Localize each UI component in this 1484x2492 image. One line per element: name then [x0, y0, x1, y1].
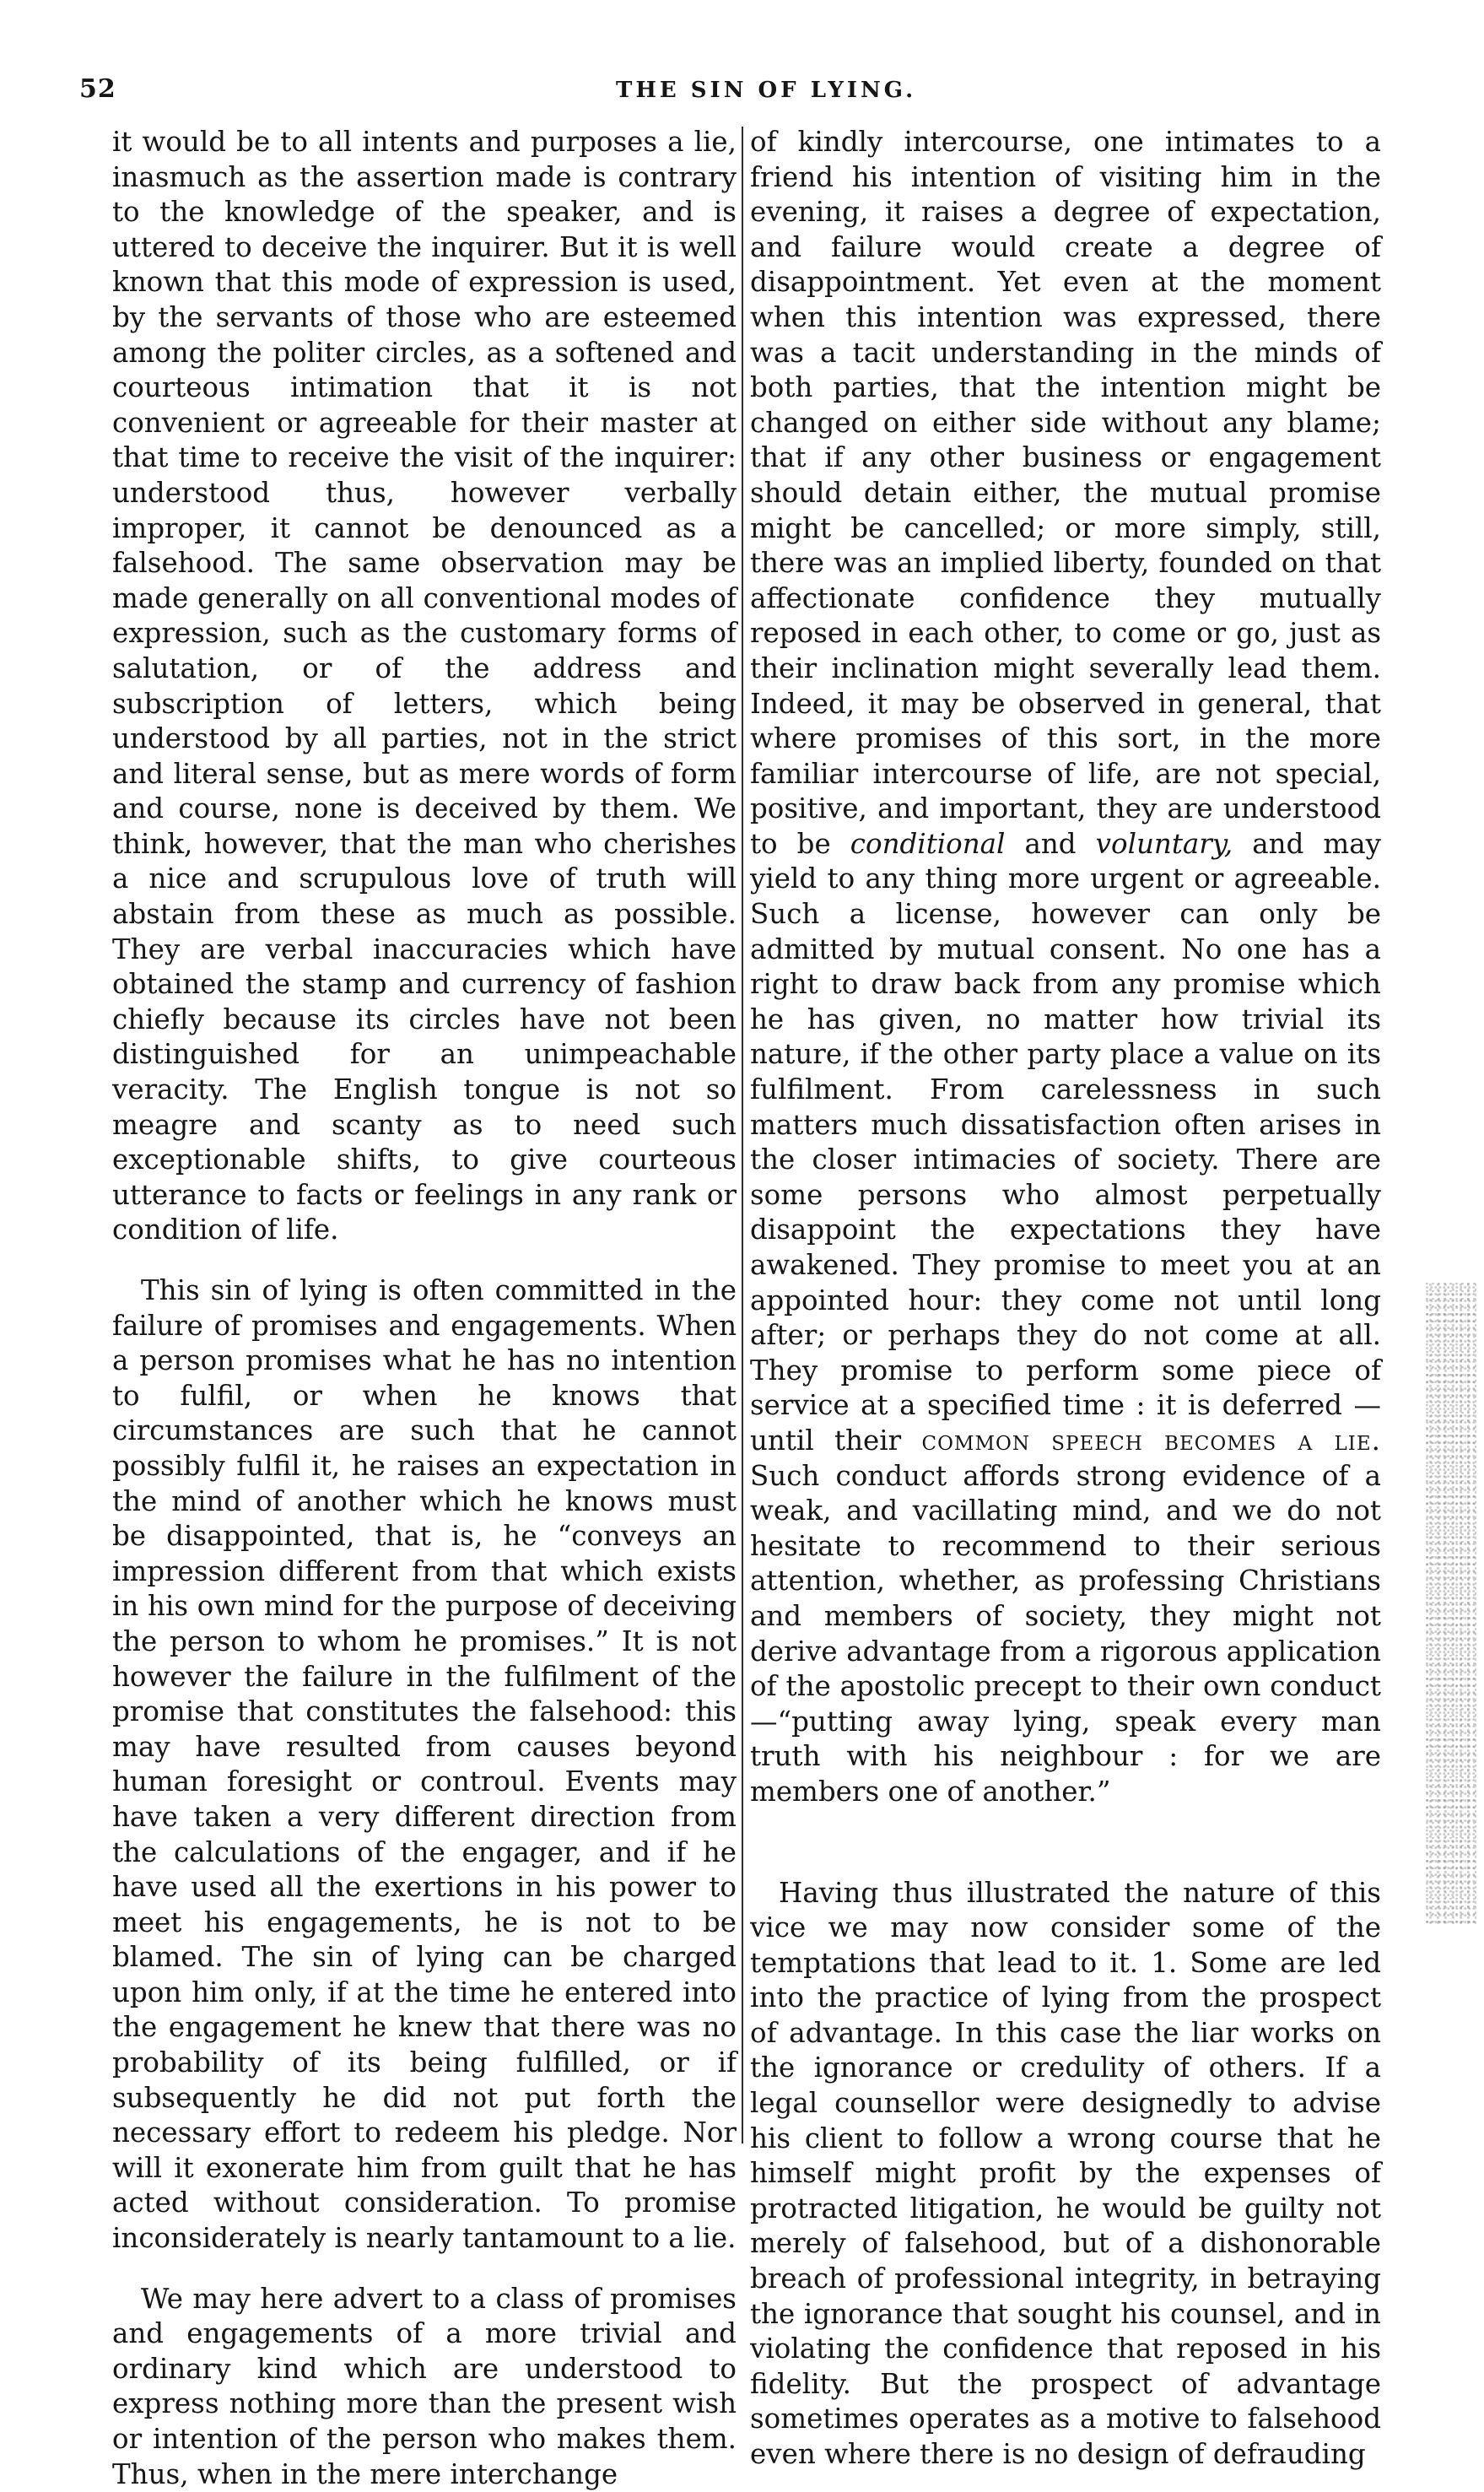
running-head: THE SIN OF LYING. [616, 78, 917, 103]
right-column [750, 125, 1381, 2473]
paragraph: We may here advert to a class of promises and engagements of a more trivial and ordinary kind which are understood to express nothing more than the present wish or intention of the person who makes them. Thus, when in the mere interchange [112, 2282, 737, 2490]
paragraph: it would be to all intents and purposes a lie, inasmuch as the assertion made is contrary to the knowledge of the speaker, and is uttered to deceive the inquirer. But it is well known that this mode of expression is used, by the servants of those who are esteemed among the politer circles, as a softened and courteous intimation that it is not convenient or agreeable for their master at that time to receive the visit of the inquirer: understood thus, however verbally improper, it cannot be denounced as a falsehood. The same observation may be made generally on all conventional modes of expression, such as the customary forms of salutation, or of the address and subscription of letters, which being understood by all parties, not in the strict and literal sense, but as mere words of form and course, none is deceived by them. We think, however, that the man who cherishes a nice and scrupulous love of truth will abstain from these as much as possible. They are verbal inaccuracies which have obtained the stamp and currency of fashion chiefly because its circles have not been distinguished for an unimpeachable veracity. The English tongue is not so meagre and scanty as to need such exceptionable shifts, to give courteous utterance to facts or feelings in any rank or condition of life. [112, 126, 737, 1246]
page-number: 52 [79, 74, 116, 104]
italic-text: conditional [850, 827, 1006, 860]
left-column [112, 125, 737, 2492]
text-run: Such conduct affords strong evidence of a weak, and vacillating mind, and we do not hesitate to recommend to their serious attention, whether, as professing Christians and members of society, they might not derive advantage from a rigorous application of the apostolic precept to their own conduct—“putting away lying, speak every man truth with his neighbour : for we are members one of another.” [750, 1459, 1381, 1808]
small-caps-text: common speech becomes a lie. [921, 1424, 1381, 1457]
text-run: and may yield to any thing more urgent or agreeable. Such a license, however can only be admitted by mutual consent. No one has a right to draw back from any promise which he has given, no matter how trivial its nature, if the other party place a value on its fulfilment. From carelessness in such matters much dissatisfaction often arises in the closer intimacies of society. There are some persons who almost perpetually disappoint the expectations they have awakened. They promise to meet you at an appointed hour: they come not until long after; or perhaps they do not come at all. They promise to perform some piece of service at a specified time : it is deferred —until their [750, 827, 1381, 1457]
text-run: of kindly intercourse, one intimates to a friend his intention of visiting him in the evening, it raises a degree of expectation, and failure would create a degree of disappointment. Yet even at the moment when this intention was expressed, there was a tacit understanding in the minds of both parties, that the intention might be changed on either side without any blame; that if any other business or engagement should detain either, the mutual promise might be cancelled; or more simply, still, there was an implied liberty, founded on that affectionate confidence they mutually reposed in each other, to come or go, just as their inclination might severally lead them. Indeed, it may be observed in general, that where promises of this sort, in the more familiar intercourse of life, are not special, positive, and important, they are understood to be [750, 126, 1381, 860]
scan-edge-noise [1426, 1283, 1476, 1924]
paragraph: Having thus illustrated the nature of this vice we may now consider some of the temptations that lead to it. 1. Some are led into the practice of lying from the prospect of advantage. In this case the liar works on the ignorance or credulity of others. If a legal counsellor were designedly to advise his client to follow a wrong course that he himself might profit by the expenses of protracted litigation, he would be guilty not merely of falsehood, but of a dishonorable breach of professional integrity, in betraying the ignorance that sought his counsel, and in violating the confidence that reposed in his fidelity. But the prospect of advantage sometimes operates as a motive to falsehood even where there is no design of defrauding [750, 1876, 1381, 2470]
italic-text: voluntary, [1095, 827, 1233, 860]
paragraph: This sin of lying is often committed in the failure of promises and engagements. When a person promises what he has no intention to fulfil, or when he knows that circumstances are such that he cannot possibly fulfil it, he raises an expectation in the mind of another which he knows must be disappointed, that is, he “conveys an impression different from that which exists in his own mind for the purpose of deceiving the person to whom he promises.” It is not however the failure in the fulfilment of the promise that constitutes the falsehood: this may have resulted from causes beyond human foresight or controul. Events may have taken a very different direction from the calculations of the engager, and if he have used all the exertions in his power to meet his engagements, he is not to be blamed. The sin of lying can be charged upon him only, if at the time he entered into the engagement he knew that there was no probability of its being fulfilled, or if subsequently he did not put forth the necessary effort to redeem his pledge. Nor will it exonerate him from guilt that he has acted without consideration. To promise inconsiderately is nearly tantamount to a lie. [112, 1274, 737, 2255]
text-run: and [1005, 827, 1096, 860]
column-divider [742, 127, 743, 2143]
paragraph [750, 125, 1381, 1810]
